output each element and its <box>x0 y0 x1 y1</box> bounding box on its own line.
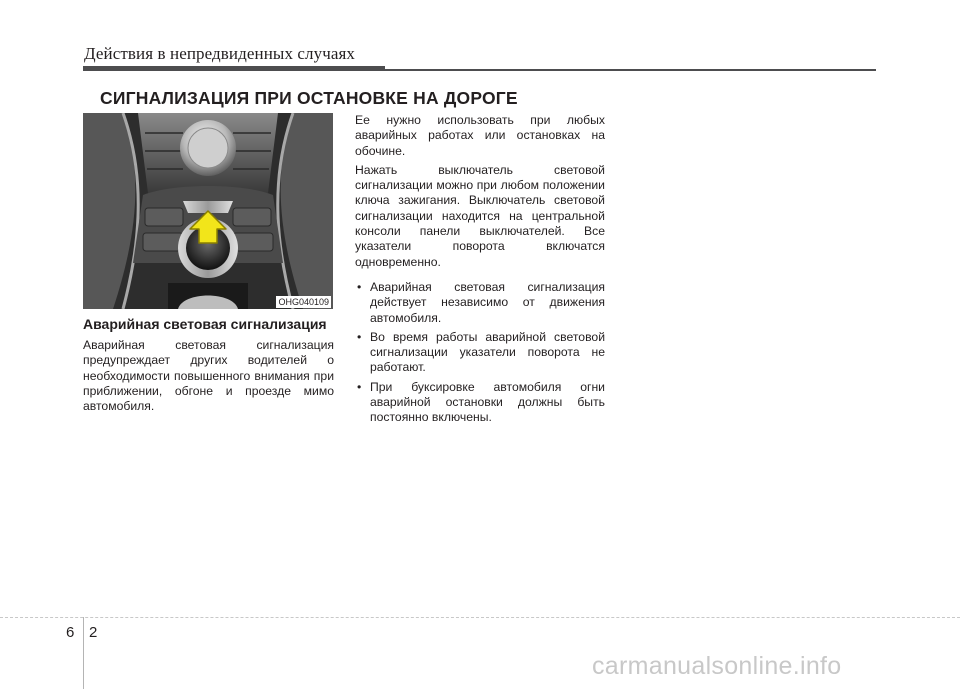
header-rule-thin <box>385 69 876 71</box>
left-paragraph: Аварийная световая сигнализация предупреждает других водителей о необходимости повышенного внимания при приближении, обгоне и проезде мимо автомобиля. <box>83 338 334 414</box>
right-paragraph-2: Нажать выключатель световой сигнализации можно при любом положении ключа зажигания. Выключатель световой сигнализации находится на центральной консоли панели выключателей. Все указатели поворота включатся одновременно. <box>355 162 605 269</box>
bullet-text: Аварийная световая сигнализация действует независимо от движения автомобиля. <box>370 279 605 325</box>
right-column <box>355 113 605 430</box>
figure-caption: OHG040109 <box>278 297 329 307</box>
bullet-item <box>355 280 605 326</box>
bullet-icon: • <box>357 329 362 344</box>
chapter-number: 6 <box>66 624 75 641</box>
subheading: Аварийная световая сигнализация <box>83 316 327 332</box>
console-illustration <box>83 113 333 309</box>
bullet-icon: • <box>357 379 362 394</box>
page-number: 2 <box>89 624 98 641</box>
watermark: carmanualsonline.info <box>592 652 842 680</box>
bullet-item <box>355 380 605 426</box>
bullet-item <box>355 330 605 376</box>
footer-vertical-rule <box>83 617 84 689</box>
bullet-list <box>355 280 605 426</box>
hazard-switch-photo <box>83 113 333 309</box>
right-paragraph-1: Ее нужно использовать при любых аварийных работах или остановках на обочине. <box>355 113 605 158</box>
left-column <box>83 316 334 418</box>
bullet-text: При буксировке автомобиля огни аварийной остановки должны быть постоянно включены. <box>370 379 605 425</box>
bullet-icon: • <box>357 279 362 294</box>
section-heading: СИГНАЛИЗАЦИЯ ПРИ ОСТАНОВКЕ НА ДОРОГЕ <box>100 88 518 108</box>
header-rule-thick <box>83 66 385 71</box>
bullet-text: Во время работы аварийной световой сигнализации указатели поворота не работают. <box>370 329 605 375</box>
footer-dashed-rule <box>0 617 960 618</box>
chapter-title: Действия в непредвиденных случаях <box>84 44 356 63</box>
